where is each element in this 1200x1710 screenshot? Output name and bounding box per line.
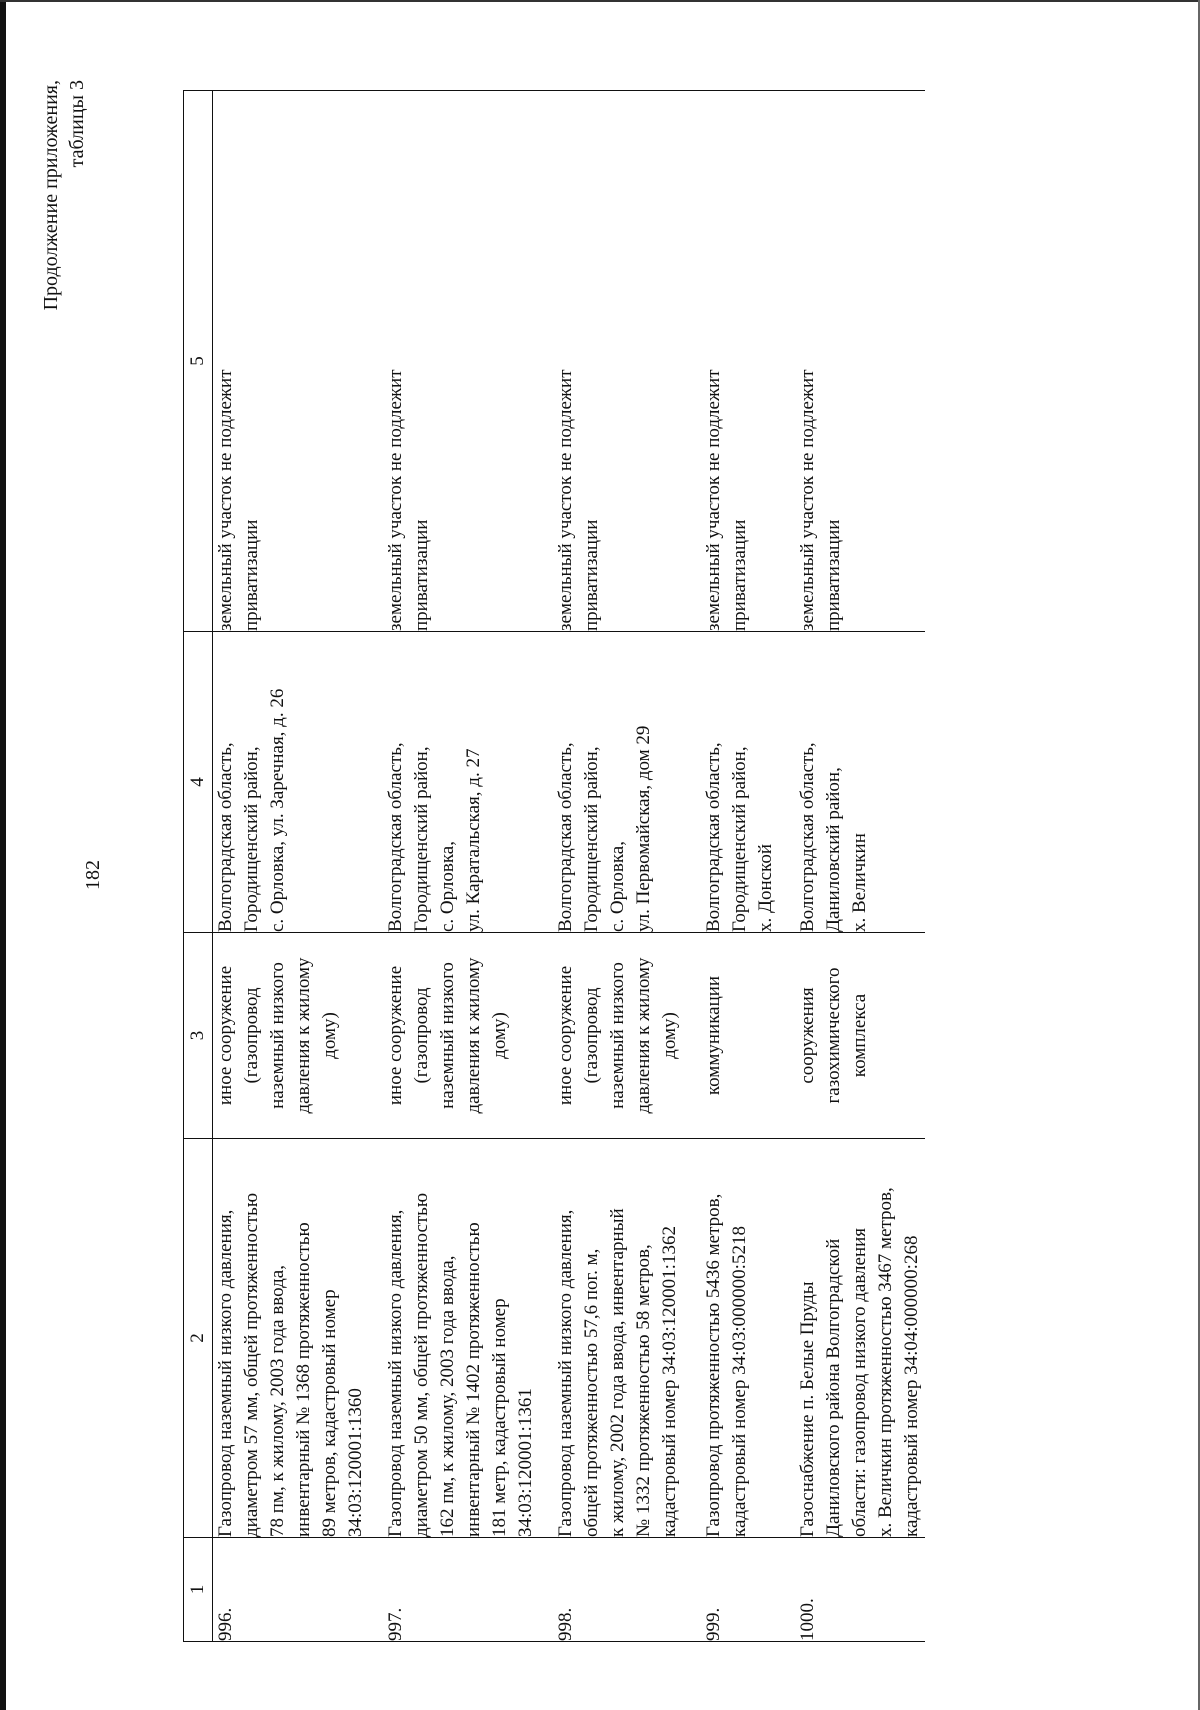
object-address: Волгоградская область, Городищенский район, с. Орловка, ул. Каратальская, д. 27 <box>383 632 553 933</box>
row-number: 998. <box>553 1538 701 1642</box>
privatization-note: земельный участок не подлежит приватизации <box>553 91 701 632</box>
table-row <box>553 91 701 1642</box>
table-row <box>701 91 795 1642</box>
row-number: 999. <box>701 1538 795 1642</box>
continuation-note: Продолжение приложения, таблицы 3 <box>40 80 88 311</box>
property-table <box>183 90 925 1642</box>
table-row <box>383 91 553 1642</box>
object-address: Волгоградская область, Городищенский район, с. Орловка, ул. Заречная, д. 26 <box>213 632 384 933</box>
object-name: Газоснабжение п. Белые Пруды Даниловского района Волгоградской области: газопровод низкого давления х. Величкин протяженностью 3467 метров, кадастровый номер 34:04:000000:268 <box>795 1139 925 1538</box>
object-address: Волгоградская область, Даниловский район, х. Величкин <box>795 632 925 933</box>
object-name: Газопровод наземный низкого давления, диаметром 50 мм, общей протяженностью 162 пм, к жилому, 2003 года ввода, инвентарный № 1402 протяженностью 181 метр, кадастровый номер 34:03:120001:1361 <box>383 1139 553 1538</box>
table-row <box>213 91 384 1642</box>
column-header-4: 4 <box>184 632 213 933</box>
object-address: Волгоградская область, Городищенский район, х. Донской <box>701 632 795 933</box>
privatization-note: земельный участок не подлежит приватизации <box>213 91 384 632</box>
column-header-3: 3 <box>184 933 213 1139</box>
column-header-2: 2 <box>184 1139 213 1538</box>
privatization-note: земельный участок не подлежит приватизации <box>701 91 795 632</box>
object-type: коммуникации <box>701 933 795 1139</box>
row-number: 1000. <box>795 1538 925 1642</box>
row-number: 997. <box>383 1538 553 1642</box>
table-row <box>795 91 925 1642</box>
column-header-1: 1 <box>184 1538 213 1642</box>
table-header-row <box>184 91 213 1642</box>
object-type: сооружения газохимического комплекса <box>795 933 925 1139</box>
object-address: Волгоградская область, Городищенский район, с. Орловка, ул. Первомайская, дом 29 <box>553 632 701 933</box>
privatization-note: земельный участок не подлежит приватизации <box>795 91 925 632</box>
object-type: иное сооружение (газопровод наземный низкого давления к жилому дому) <box>553 933 701 1139</box>
object-name: Газопровод наземный низкого давления, общей протяженностью 57,6 пог. м, к жилому, 2002 года ввода, инвентарный № 1332 протяженностью 58 метров, кадастровый номер 34:03:120001:1362 <box>553 1139 701 1538</box>
object-name: Газопровод протяженностью 5436 метров, кадастровый номер 34:03:000000:5218 <box>701 1139 795 1538</box>
object-type: иное сооружение (газопровод наземный низкого давления к жилому дому) <box>213 933 384 1139</box>
page-number: 182 <box>82 860 104 890</box>
privatization-note: земельный участок не подлежит приватизации <box>383 91 553 632</box>
object-type: иное сооружение (газопровод наземный низкого давления к жилому дому) <box>383 933 553 1139</box>
object-name: Газопровод наземный низкого давления, диаметром 57 мм, общей протяженностью 78 пм, к жилому, 2003 года ввода, инвентарный № 1368 протяженностью 89 метров, кадастровый номер 34:03:120001:1360 <box>213 1139 384 1538</box>
row-number: 996. <box>213 1538 384 1642</box>
column-header-5: 5 <box>184 91 213 632</box>
